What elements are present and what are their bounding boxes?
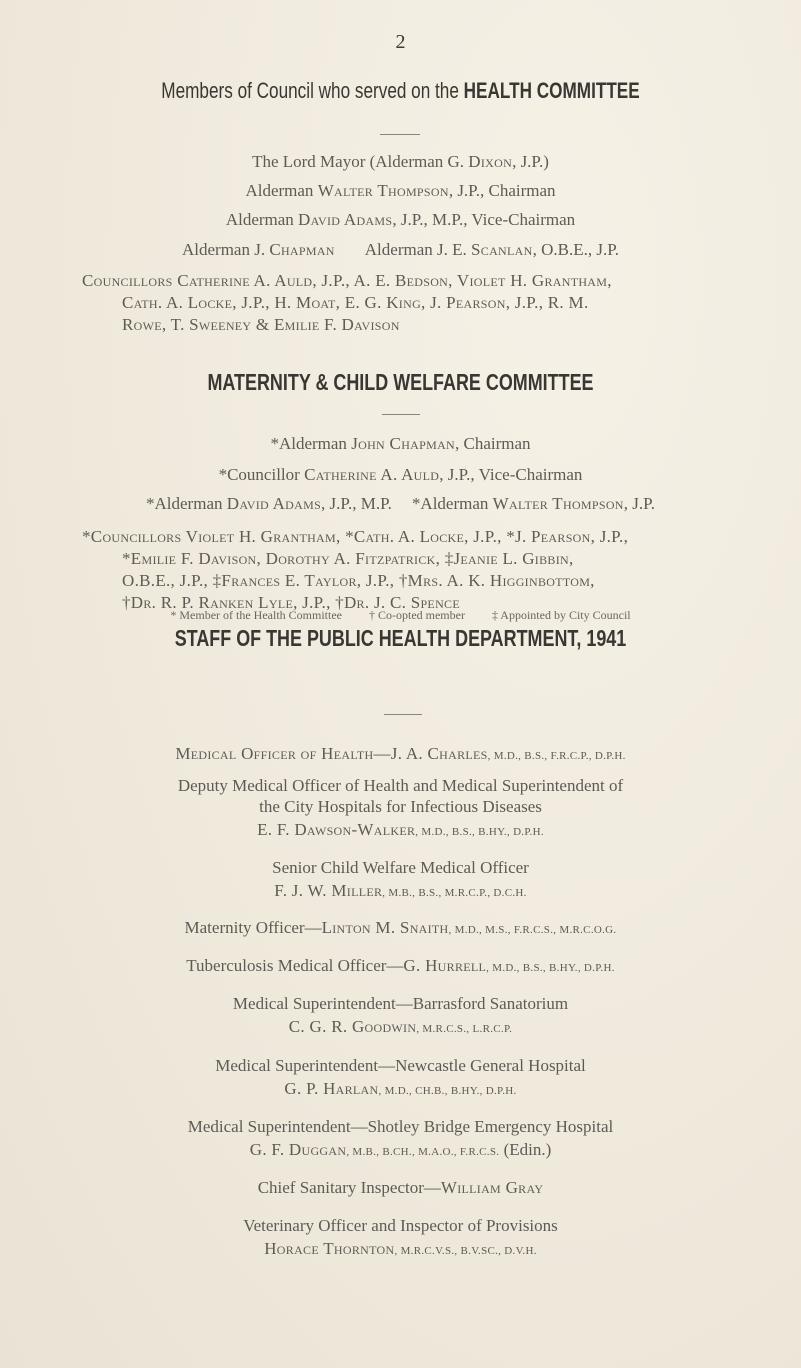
staff-entry-tuberculosis: Tuberculosis Medical Officer—G. Hurrell, M.D., B.S., B.HY., D.P.H. (186, 956, 615, 975)
staff-entry-shotley-role: Medical Superintendent—Shotley Bridge Emergency Hospital (187, 1117, 614, 1136)
staff-entry-shotley-name: G. F. Duggan, M.B., B.CH., M.A.O., F.R.C.S. (Edin.) (249, 1140, 552, 1159)
footnote-health-member: * Member of the Health Committee (170, 608, 342, 622)
footnotes (0, 608, 801, 623)
staff-degrees: , M.D., B.S., F.R.C.P., D.P.H. (487, 750, 626, 762)
maternity-vice-chairman-line: *Councillor Catherine A. Auld, J.P., Vice-Chairman (218, 465, 583, 484)
staff-entry-barrasford-name (0, 1017, 801, 1037)
staff-entry-deputy-name (0, 820, 801, 840)
health-committee-title (88, 78, 713, 104)
staff-entry-child-welfare-role: Senior Child Welfare Medical Officer (272, 858, 529, 877)
maternity-chairman-line: *Alderman John Chapman, Chairman (270, 434, 531, 453)
staff-entry-barrasford-role: Medical Superintendent—Barrasford Sanatorium (232, 994, 569, 1013)
staff-degrees: , M.D., CH.B., B.HY., D.P.H. (378, 1085, 517, 1097)
staff-entry-child-welfare-name (0, 881, 801, 901)
staff-entry-deputy-role: Deputy Medical Officer of Health and Medical Superintendent of (177, 776, 624, 795)
separator-rule (380, 134, 420, 135)
staff-name: G. Hurrell (403, 956, 487, 975)
footnote-co-opted: † Co-opted member (368, 608, 465, 622)
staff-degrees: , M.D., M.S., F.R.C.S., M.R.C.O.G. (448, 924, 617, 936)
member-name: John Chapman (351, 434, 455, 453)
maternity-councillors-list: *Councillors Violet H. Grantham, *Cath. A. Locke, J.P., *J. Pearson, J.P., *Emilie F. Davison, Dorothy A. Fitzpatrick, ‡Jeanie L. Gibbin, O.B.E., J.P., ‡Frances E. Taylor, J.P., †Mrs. A. K. Higginbottom, †Dr. R. P. Ranken Lyle, J.P., †Dr. J. C. Spence (82, 527, 629, 612)
member-name: David Adams (226, 494, 322, 513)
staff-entry-sanitary-inspector: Chief Sanitary Inspector—William Gray (257, 1178, 544, 1197)
staff-name: Linton M. Snaith (321, 918, 449, 937)
health-vice-chairman-line: Alderman David Adams, J.P., M.P., Vice-Chairman (225, 210, 576, 229)
staff-degrees: , M.B., B.CH., M.A.O., F.R.C.S. (346, 1146, 500, 1158)
staff-degrees: , M.D., B.S., B.HY., D.P.H. (415, 826, 544, 838)
health-chairman-line: Alderman Walter Thompson, J.P., Chairman (245, 181, 556, 200)
staff-name: F. J. W. Miller (274, 881, 383, 900)
staff-degrees: , M.R.C.S., L.R.C.P. (416, 1023, 513, 1035)
staff-entry-moh: Medical Officer of Health—J. A. Charles, M.D., B.S., F.R.C.P., D.P.H. (175, 744, 626, 763)
member-name: Walter Thompson (492, 494, 624, 513)
staff-name: G. P. Harlan (284, 1079, 379, 1098)
staff-name: J. A. Charles (390, 744, 488, 763)
staff-degrees: , M.D., B.S., B.HY., D.P.H. (486, 962, 615, 974)
health-aldermen-pair-line: Alderman J. Chapman Alderman J. E. Scanlan, O.B.E., J.P. (181, 240, 620, 259)
maternity-aldermen-pair-line: *Alderman David Adams, J.P., M.P. *Alderman Walter Thompson, J.P. (146, 494, 655, 513)
staff-entry-newcastle-name (0, 1079, 801, 1099)
member-name: Catherine A. Auld (304, 465, 440, 484)
staff-entry-veterinary-role: Veterinary Officer and Inspector of Provisions (243, 1216, 558, 1235)
staff-degrees: , M.B., B.S., M.R.C.P., D.C.H. (382, 887, 527, 899)
page-number: 2 (395, 31, 406, 53)
maternity-committee-title: MATERNITY & CHILD WELFARE COMMITTEE (207, 369, 594, 395)
staff-name: Horace Thornton (264, 1239, 395, 1258)
staff-name: C. G. R. Goodwin (288, 1017, 417, 1036)
footnote-appointed: ‡ Appointed by City Council (491, 608, 631, 622)
separator-rule (382, 414, 420, 415)
title-caps: HEALTH COMMITTEE (463, 78, 640, 103)
member-name: Dixon (468, 152, 513, 171)
staff-name: William Gray (440, 1178, 544, 1197)
member-name: Chapman (269, 240, 335, 259)
staff-entry-deputy-role-2: the City Hospitals for Infectious Diseases (259, 797, 542, 816)
separator-rule (384, 714, 422, 715)
staff-entry-maternity-officer: Maternity Officer—Linton M. Snaith, M.D., M.S., F.R.C.S., M.R.C.O.G. (184, 918, 617, 937)
staff-name: E. F. Dawson-Walker (257, 820, 416, 839)
health-member-line: The Lord Mayor (Alderman G. Dixon, J.P.) (252, 152, 549, 171)
member-name: Scanlan (471, 240, 533, 259)
member-name: David Adams (298, 210, 393, 229)
staff-name: G. F. Duggan (249, 1140, 347, 1159)
staff-title: STAFF OF THE PUBLIC HEALTH DEPARTMENT, 1941 (174, 625, 627, 651)
health-councillors-list: Councillors Catherine A. Auld, J.P., A. E. Bedson, Violet H. Grantham, Cath. A. Locke, J.P., H. Moat, E. G. King, J. Pearson, J.P., R. M. Rowe, T. Sweeney & Emilie F. Davison (82, 271, 612, 334)
staff-degrees: , M.R.C.V.S., B.V.SC., D.V.H. (394, 1245, 537, 1257)
title-prefix: Members of Council who served on the (161, 78, 459, 103)
staff-entry-newcastle-role: Medical Superintendent—Newcastle General Hospital (215, 1056, 586, 1075)
member-name: Walter Thompson (317, 181, 449, 200)
staff-entry-veterinary-name (0, 1239, 801, 1259)
